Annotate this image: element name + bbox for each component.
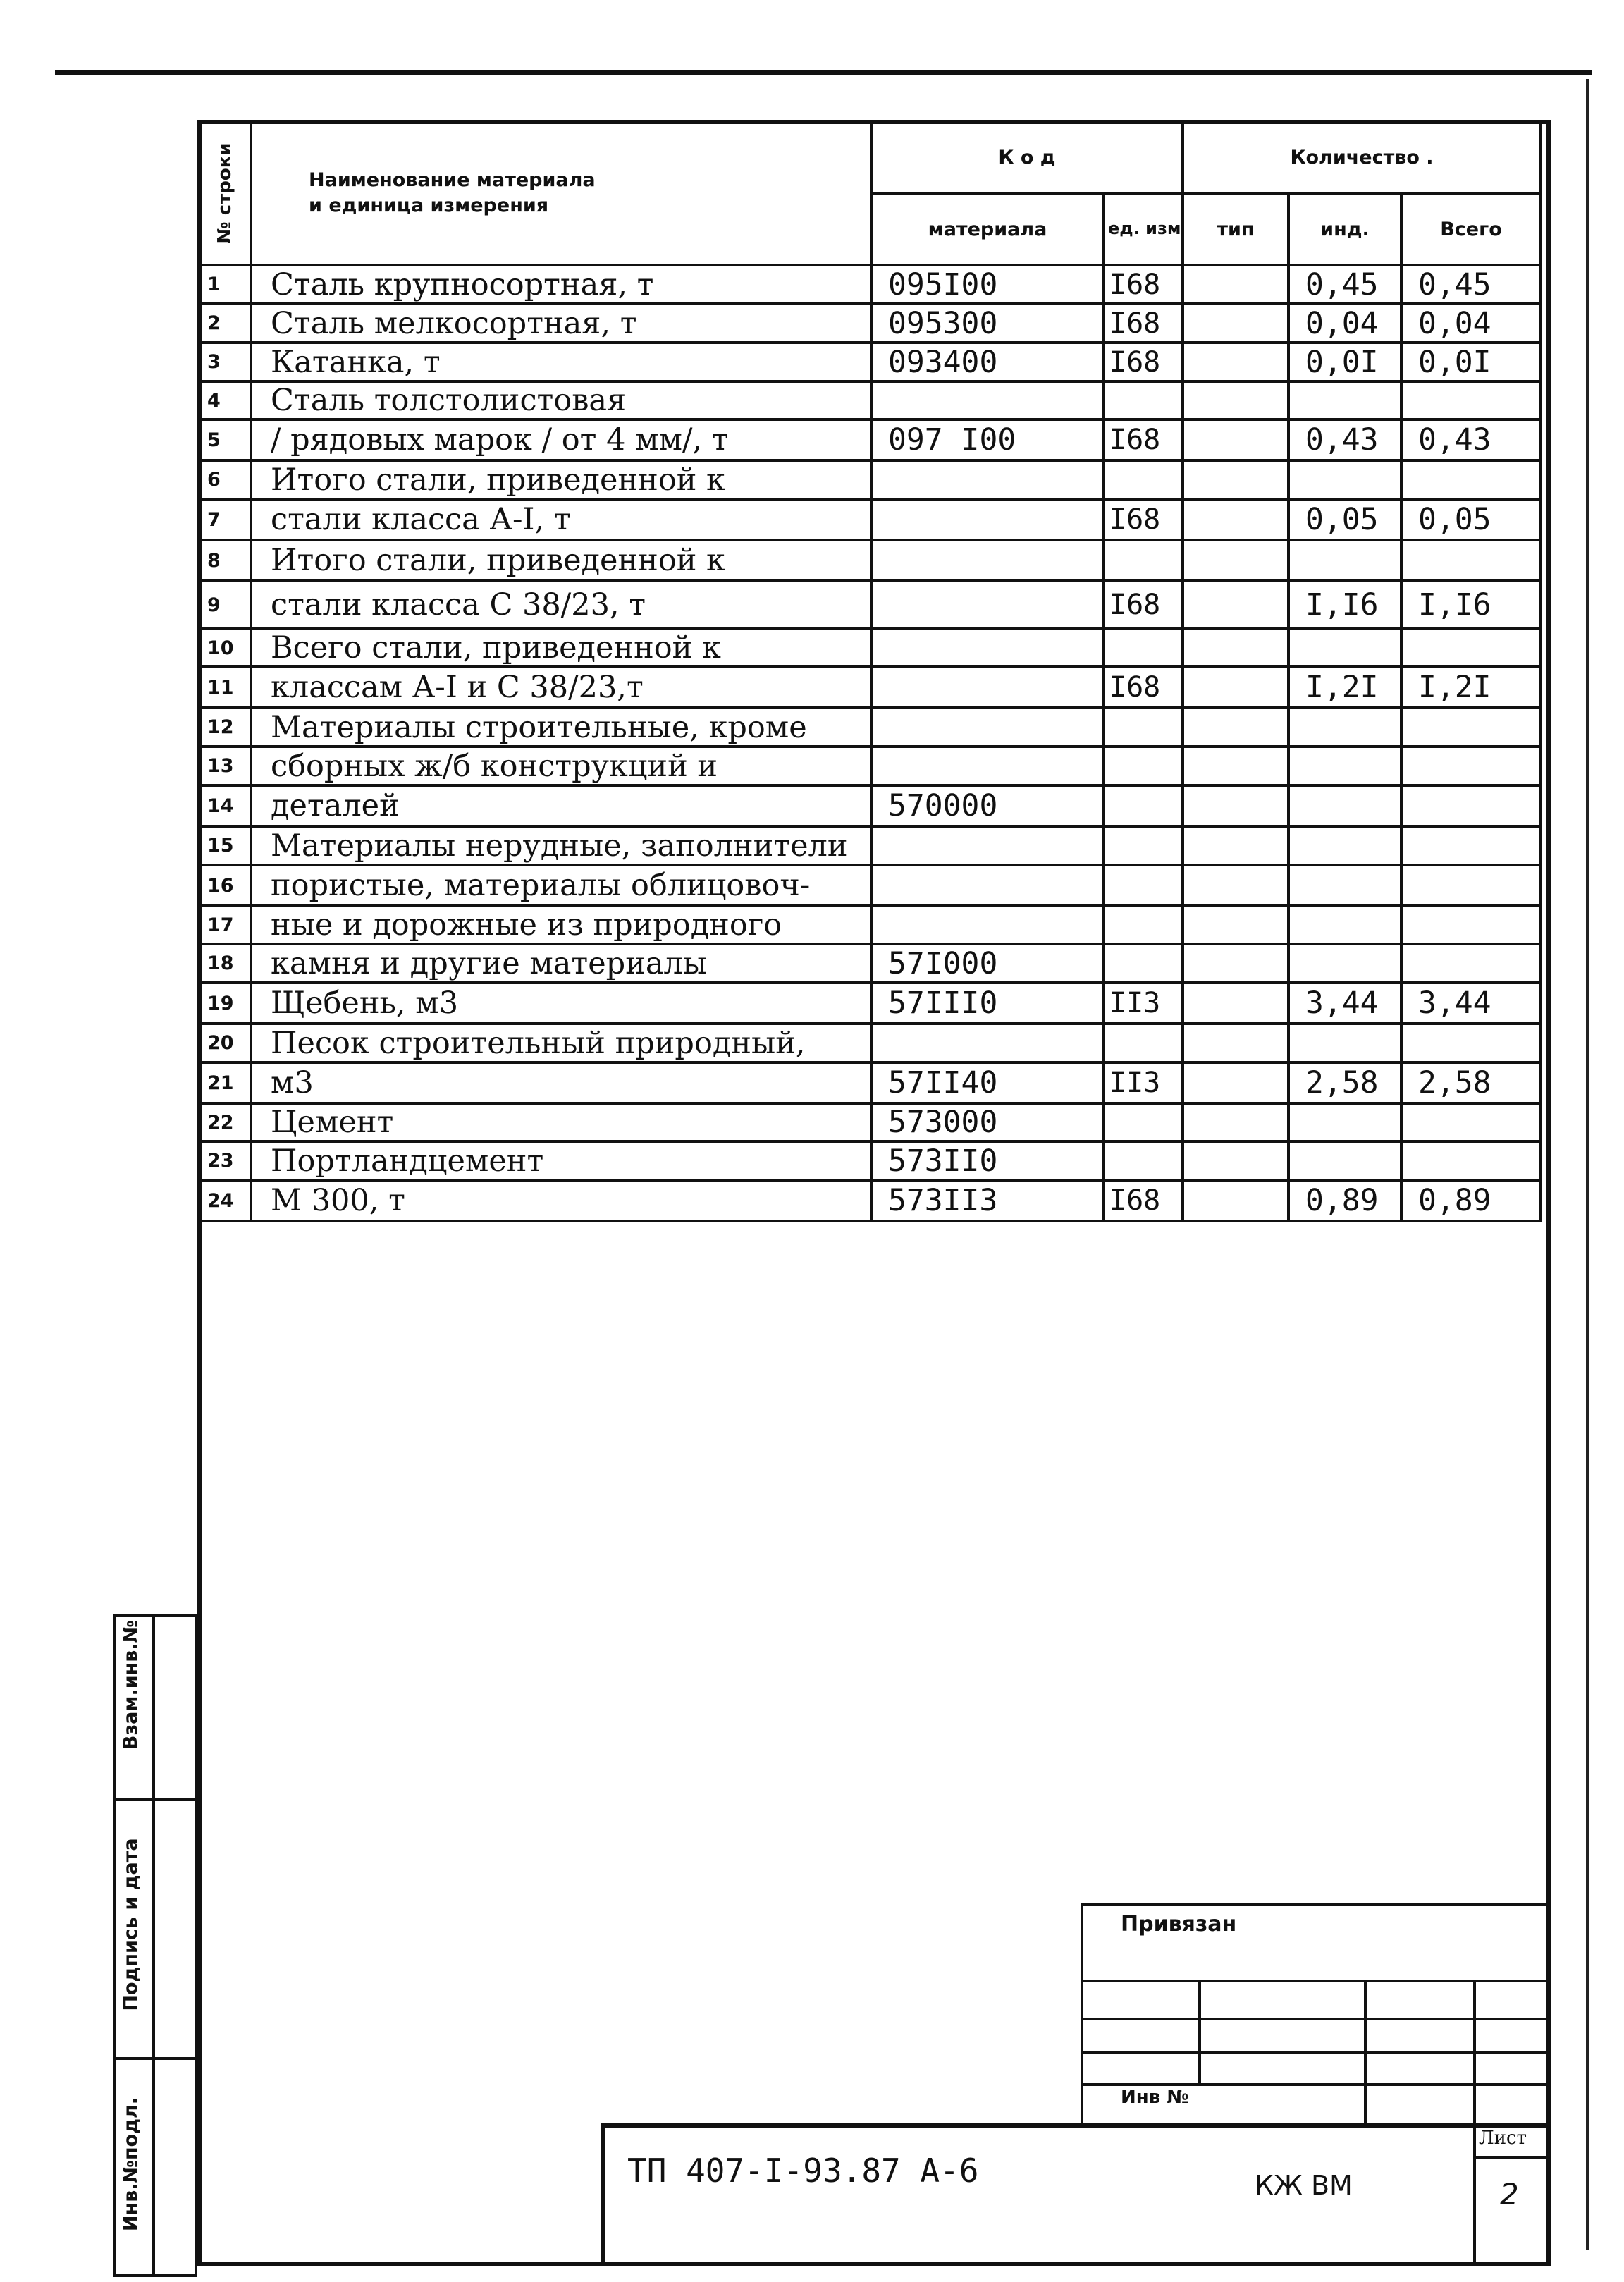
material-code [871, 460, 1104, 499]
qty-total [1401, 1103, 1541, 1141]
qty-typ [1183, 1024, 1288, 1062]
material-code [871, 667, 1104, 708]
stamp-line [1198, 1980, 1201, 2085]
qty-typ [1183, 747, 1288, 785]
stamp-inv: Инв № [1121, 2087, 1189, 2108]
material-name: сборных ж/б конструкций и [251, 747, 871, 785]
qty-total: I,I6 [1401, 581, 1541, 629]
table-row [199, 1062, 1541, 1103]
material-code [871, 499, 1104, 540]
header-code-unit: ед. изм [1104, 193, 1183, 265]
unit-code [1104, 540, 1183, 581]
material-name: Щебень, м3 [251, 983, 871, 1024]
material-name: Сталь мелкосортная, т [251, 304, 871, 343]
qty-typ [1183, 667, 1288, 708]
row-number: 13 [199, 747, 251, 785]
header-qty-typ: тип [1183, 193, 1288, 265]
row-number: 8 [199, 540, 251, 581]
stamp-line [1364, 1980, 1367, 2128]
header-qty-total: Всего [1401, 193, 1541, 265]
doc-title: ТП 407-I-93.87 А-6 [627, 2152, 979, 2190]
qty-typ [1183, 1141, 1288, 1180]
qty-typ [1183, 581, 1288, 629]
table-row [199, 747, 1541, 785]
row-number: 5 [199, 419, 251, 460]
qty-total: 0,89 [1401, 1180, 1541, 1221]
material-code: 097 I00 [871, 419, 1104, 460]
header-name-line2: и единица измерения [309, 195, 549, 216]
qty-ind [1288, 944, 1401, 983]
qty-total [1401, 826, 1541, 865]
header-material-name [251, 121, 871, 265]
table-row [199, 1141, 1541, 1180]
row-number: 24 [199, 1180, 251, 1221]
qty-ind [1288, 1141, 1401, 1180]
qty-ind: 0,43 [1288, 419, 1401, 460]
material-code [871, 540, 1104, 581]
qty-total [1401, 944, 1541, 983]
material-name: Песок строительный природный, [251, 1024, 871, 1062]
qty-total [1401, 785, 1541, 826]
unit-code: I68 [1104, 419, 1183, 460]
table-row [199, 540, 1541, 581]
qty-ind: 0,89 [1288, 1180, 1401, 1221]
qty-ind [1288, 865, 1401, 906]
material-code [871, 1024, 1104, 1062]
material-name: ные и дорожные из природного [251, 906, 871, 944]
sheet-label: Лист [1479, 2128, 1527, 2149]
qty-typ [1183, 460, 1288, 499]
qty-typ [1183, 343, 1288, 381]
header-name-line1: Наименование материала [309, 168, 596, 191]
qty-ind: I,I6 [1288, 581, 1401, 629]
qty-ind: 0,0I [1288, 343, 1401, 381]
qty-total [1401, 865, 1541, 906]
material-name: Сталь крупносортная, т [251, 265, 871, 304]
qty-typ [1183, 540, 1288, 581]
header-row-number [199, 121, 251, 265]
row-number: 14 [199, 785, 251, 826]
header-qty-ind: инд. [1288, 193, 1401, 265]
qty-typ [1183, 1062, 1288, 1103]
stamp-line [1081, 2018, 1551, 2020]
material-name: Материалы строительные, кроме [251, 708, 871, 747]
qty-ind [1288, 708, 1401, 747]
side-stamp-divider [113, 2057, 197, 2060]
qty-typ [1183, 304, 1288, 343]
row-number: 19 [199, 983, 251, 1024]
material-code: 57I000 [871, 944, 1104, 983]
row-number: 20 [199, 1024, 251, 1062]
material-code: 573II0 [871, 1141, 1104, 1180]
table-row [199, 944, 1541, 983]
qty-total [1401, 460, 1541, 499]
qty-total: 0,45 [1401, 265, 1541, 304]
material-name: Катанка, т [251, 343, 871, 381]
header-code-material: материала [871, 193, 1104, 265]
qty-ind [1288, 906, 1401, 944]
qty-ind [1288, 629, 1401, 667]
qty-ind: 0,45 [1288, 265, 1401, 304]
table-row [199, 667, 1541, 708]
qty-total: 2,58 [1401, 1062, 1541, 1103]
material-code [871, 906, 1104, 944]
material-name: Всего стали, приведенной к [251, 629, 871, 667]
material-code: 57II40 [871, 1062, 1104, 1103]
material-code: 570000 [871, 785, 1104, 826]
qty-typ [1183, 419, 1288, 460]
unit-code [1104, 944, 1183, 983]
material-name: деталей [251, 785, 871, 826]
material-name: Сталь толстолистовая [251, 381, 871, 419]
row-number: 11 [199, 667, 251, 708]
table-row [199, 708, 1541, 747]
row-number: 2 [199, 304, 251, 343]
qty-total [1401, 540, 1541, 581]
material-code [871, 747, 1104, 785]
qty-total: 0,04 [1401, 304, 1541, 343]
qty-total [1401, 629, 1541, 667]
qty-total: I,2I [1401, 667, 1541, 708]
material-name: камня и другие материалы [251, 944, 871, 983]
stamp-line [1081, 1980, 1551, 1982]
unit-code: I68 [1104, 343, 1183, 381]
material-name: м3 [251, 1062, 871, 1103]
unit-code: I68 [1104, 667, 1183, 708]
qty-typ [1183, 826, 1288, 865]
qty-ind [1288, 826, 1401, 865]
unit-code [1104, 1141, 1183, 1180]
unit-code: I68 [1104, 581, 1183, 629]
row-number: 18 [199, 944, 251, 983]
table-row [199, 343, 1541, 381]
qty-ind [1288, 1103, 1401, 1141]
table-row [199, 460, 1541, 499]
row-number: 4 [199, 381, 251, 419]
qty-ind [1288, 460, 1401, 499]
side-label-inv: Инв.№подл. [120, 2097, 142, 2232]
table-row [199, 983, 1541, 1024]
row-number: 17 [199, 906, 251, 944]
unit-code: II3 [1104, 1062, 1183, 1103]
stamp-privyazan: Привязан [1121, 1912, 1237, 1937]
qty-typ [1183, 906, 1288, 944]
table-row [199, 826, 1541, 865]
qty-total: 3,44 [1401, 983, 1541, 1024]
header-code-group: К о д [871, 121, 1183, 193]
qty-ind: 2,58 [1288, 1062, 1401, 1103]
unit-code [1104, 1024, 1183, 1062]
qty-typ [1183, 983, 1288, 1024]
material-code [871, 865, 1104, 906]
table-row [199, 906, 1541, 944]
material-code [871, 826, 1104, 865]
unit-code [1104, 1103, 1183, 1141]
material-code: 57III0 [871, 983, 1104, 1024]
unit-code [1104, 381, 1183, 419]
qty-total: 0,43 [1401, 419, 1541, 460]
material-code: 573II3 [871, 1180, 1104, 1221]
qty-total [1401, 747, 1541, 785]
material-code: 093400 [871, 343, 1104, 381]
table-row [199, 581, 1541, 629]
qty-total: 0,05 [1401, 499, 1541, 540]
material-name: М 300, т [251, 1180, 871, 1221]
qty-typ [1183, 708, 1288, 747]
header-row-number-label: № строки [214, 142, 235, 244]
table-row [199, 629, 1541, 667]
unit-code: I68 [1104, 304, 1183, 343]
qty-ind [1288, 785, 1401, 826]
unit-code [1104, 826, 1183, 865]
qty-typ [1183, 499, 1288, 540]
qty-ind: I,2I [1288, 667, 1401, 708]
stamp-line [1081, 1903, 1083, 2126]
row-number: 21 [199, 1062, 251, 1103]
qty-total: 0,0I [1401, 343, 1541, 381]
qty-typ [1183, 265, 1288, 304]
table-row [199, 304, 1541, 343]
material-name: стали класса С 38/23, т [251, 581, 871, 629]
unit-code: I68 [1104, 1180, 1183, 1221]
material-code [871, 381, 1104, 419]
row-number: 3 [199, 343, 251, 381]
qty-total [1401, 1141, 1541, 1180]
qty-typ [1183, 629, 1288, 667]
qty-ind: 0,04 [1288, 304, 1401, 343]
sheet-number: 2 [1500, 2177, 1519, 2212]
qty-typ [1183, 865, 1288, 906]
material-name: Портландцемент [251, 1141, 871, 1180]
material-name: стали класса А-I, т [251, 499, 871, 540]
table-row [199, 1180, 1541, 1221]
qty-total [1401, 708, 1541, 747]
qty-ind [1288, 540, 1401, 581]
table-row [199, 1103, 1541, 1141]
row-number: 12 [199, 708, 251, 747]
qty-typ [1183, 381, 1288, 419]
material-code: 095I00 [871, 265, 1104, 304]
row-number: 7 [199, 499, 251, 540]
materials-table [197, 120, 1542, 1222]
material-name: пористые, материалы облицовоч- [251, 865, 871, 906]
material-name: Цемент [251, 1103, 871, 1141]
material-name: Итого стали, приведенной к [251, 540, 871, 581]
table-row [199, 785, 1541, 826]
row-number: 15 [199, 826, 251, 865]
unit-code [1104, 865, 1183, 906]
unit-code [1104, 460, 1183, 499]
right-border-line [1586, 79, 1589, 2250]
material-name: Материалы нерудные, заполнители [251, 826, 871, 865]
material-name: Итого стали, приведенной к [251, 460, 871, 499]
table-row [199, 865, 1541, 906]
qty-typ [1183, 785, 1288, 826]
side-label-vzam: Взам.инв.№ [120, 1619, 142, 1750]
row-number: 10 [199, 629, 251, 667]
row-number: 16 [199, 865, 251, 906]
stamp-line [1081, 2083, 1551, 2086]
material-name: классам А-I и С 38/23,т [251, 667, 871, 708]
side-stamp-divider [113, 1798, 197, 1801]
unit-code [1104, 747, 1183, 785]
row-number: 23 [199, 1141, 251, 1180]
unit-code [1104, 708, 1183, 747]
qty-typ [1183, 1103, 1288, 1141]
unit-code: I68 [1104, 499, 1183, 540]
qty-total [1401, 381, 1541, 419]
doc-code-kzh: КЖ ВМ [1255, 2170, 1353, 2201]
qty-ind [1288, 381, 1401, 419]
table-row [199, 381, 1541, 419]
unit-code: I68 [1104, 265, 1183, 304]
row-number: 22 [199, 1103, 251, 1141]
table-row [199, 265, 1541, 304]
unit-code [1104, 906, 1183, 944]
qty-ind [1288, 1024, 1401, 1062]
material-code: 573000 [871, 1103, 1104, 1141]
material-name: / рядовых марок / от 4 мм/, т [251, 419, 871, 460]
stamp-line [1081, 2051, 1551, 2054]
row-number: 6 [199, 460, 251, 499]
stamp-line [1081, 1903, 1551, 1906]
material-code [871, 708, 1104, 747]
qty-ind: 3,44 [1288, 983, 1401, 1024]
qty-ind: 0,05 [1288, 499, 1401, 540]
unit-code [1104, 785, 1183, 826]
qty-total [1401, 906, 1541, 944]
qty-typ [1183, 1180, 1288, 1221]
unit-code [1104, 629, 1183, 667]
row-number: 9 [199, 581, 251, 629]
row-number: 1 [199, 265, 251, 304]
material-code: 095300 [871, 304, 1104, 343]
table-row [199, 419, 1541, 460]
header-qty-group: Количество . [1183, 121, 1541, 193]
title-block [601, 2123, 1551, 2266]
material-code [871, 581, 1104, 629]
side-label-podpis: Подпись и дата [120, 1838, 142, 2011]
qty-typ [1183, 944, 1288, 983]
qty-total [1401, 1024, 1541, 1062]
table-row [199, 1024, 1541, 1062]
table-row [199, 499, 1541, 540]
unit-code: II3 [1104, 983, 1183, 1024]
material-code [871, 629, 1104, 667]
qty-ind [1288, 747, 1401, 785]
top-border-line [55, 70, 1592, 75]
